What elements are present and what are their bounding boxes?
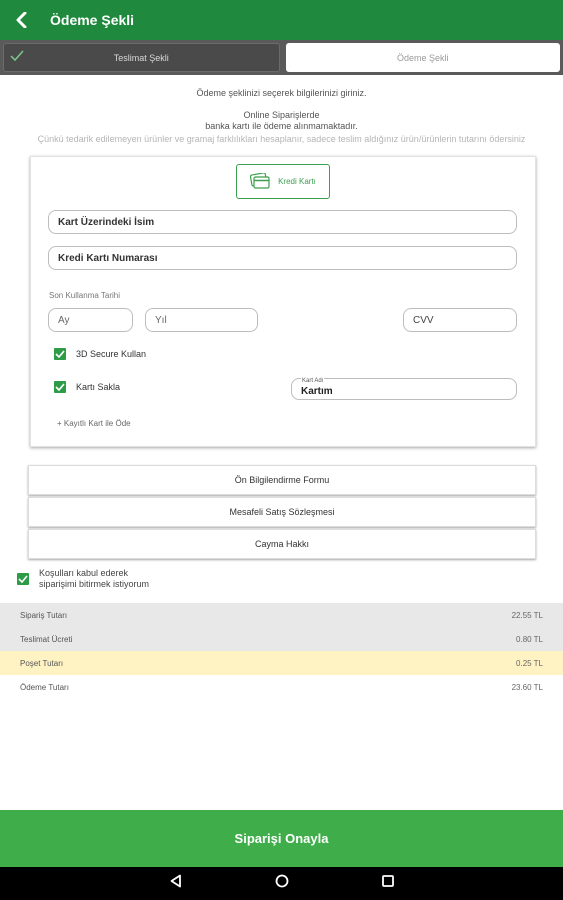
pre-information-form-button[interactable]: Ön Bilgilendirme Formu	[28, 465, 536, 495]
confirm-order-button[interactable]: Siparişi Onayla	[0, 810, 563, 867]
credit-card-method-label: Kredi Kartı	[278, 177, 316, 186]
summary-row	[0, 627, 563, 651]
checkout-steps	[0, 40, 563, 75]
checkbox-checked-icon	[17, 573, 29, 585]
summary-label: Poşet Tutarı	[20, 658, 64, 668]
back-triangle-icon[interactable]	[169, 874, 183, 893]
info-online-orders: Online Siparişlerde	[243, 110, 320, 120]
credit-card-method-button[interactable]	[236, 164, 330, 199]
cvv-input[interactable]: CVV	[403, 308, 517, 332]
info-no-debit: banka kartı ile ödeme alınmamaktadır.	[205, 121, 358, 131]
home-circle-icon[interactable]	[275, 874, 289, 893]
expiry-label: Son Kullanma Tarihi	[49, 291, 121, 300]
summary-value: 0.25 TL	[516, 658, 543, 668]
summary-row	[0, 675, 563, 699]
summary-value: 0.80 TL	[516, 634, 543, 644]
system-navigation-bar	[0, 867, 563, 900]
info-explanation: Çünkü tedarik edilemeyen ürünler ve gramaj farklılıkları hesaplanır, sadece teslim aldığınız ürün/ürünlerin tutarını ödersiniz	[37, 134, 526, 144]
step-payment-label: Ödeme Şekli	[396, 52, 449, 63]
secure-3d-label: 3D Secure Kullan	[76, 349, 147, 359]
credit-card-icon	[250, 173, 270, 191]
back-arrow-icon[interactable]	[2, 0, 42, 40]
summary-row	[0, 603, 563, 627]
distance-sales-contract-button[interactable]: Mesafeli Satış Sözleşmesi	[28, 497, 536, 527]
payment-info	[0, 88, 563, 145]
terms-text	[39, 568, 149, 590]
step-delivery-label: Teslimat Şekli	[113, 52, 169, 63]
order-summary	[0, 603, 563, 699]
summary-label: Teslimat Ücreti	[20, 634, 73, 644]
summary-row	[0, 651, 563, 675]
save-card-checkbox[interactable]	[54, 381, 120, 393]
step-delivery[interactable]	[3, 43, 280, 72]
terms-line-2: siparişimi bitirmek istiyorum	[39, 579, 150, 589]
card-number-input[interactable]: Kredi Kartı Numarası	[48, 246, 517, 270]
card-alias-value: Kartım	[301, 386, 333, 397]
card-alias-label: Kart Adı	[302, 378, 324, 384]
summary-label: Sipariş Tutarı	[20, 610, 68, 620]
app-bar	[0, 0, 563, 40]
recents-square-icon[interactable]	[381, 874, 395, 893]
save-card-label: Kartı Sakla	[76, 382, 121, 392]
card-alias-input[interactable]	[291, 378, 517, 400]
terms-line-1: Koşulları kabul ederek	[39, 568, 129, 578]
checkbox-checked-icon	[54, 348, 66, 360]
withdrawal-right-button[interactable]: Cayma Hakkı	[28, 529, 536, 559]
step-payment[interactable]	[286, 43, 561, 72]
checkbox-checked-icon	[54, 381, 66, 393]
expiry-year-input[interactable]: Yıl	[145, 308, 258, 332]
check-icon	[10, 50, 24, 64]
payment-card-form	[30, 156, 536, 447]
summary-value: 23.60 TL	[511, 682, 543, 692]
expiry-month-input[interactable]: Ay	[48, 308, 133, 332]
terms-checkbox[interactable]	[17, 568, 149, 590]
info-instruction: Ödeme şeklinizi seçerek bilgilerinizi giriniz.	[196, 88, 367, 98]
page-title: Ödeme Şekli	[50, 12, 135, 28]
card-holder-input[interactable]: Kart Üzerindeki İsim	[48, 210, 517, 234]
pay-with-saved-card-link[interactable]: + Kayıtlı Kart ile Öde	[57, 419, 131, 428]
summary-value: 22.55 TL	[511, 610, 543, 620]
summary-label: Ödeme Tutarı	[20, 682, 69, 692]
secure-3d-checkbox[interactable]	[54, 348, 146, 360]
